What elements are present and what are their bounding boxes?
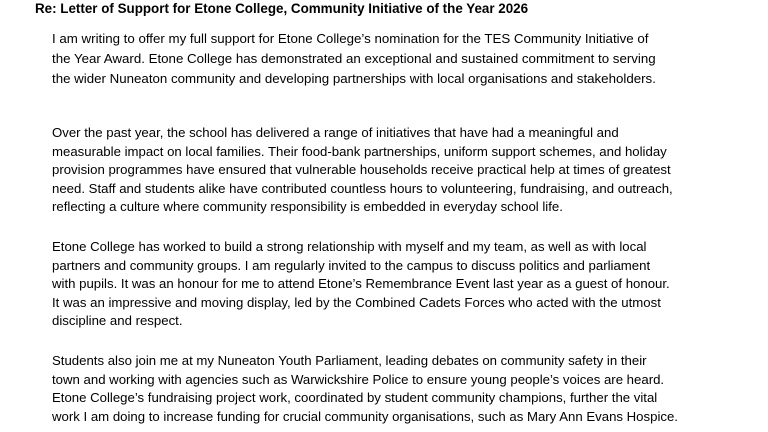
paragraph-line: reflecting a culture where community responsibility is embedded in everyday school life. [52, 199, 563, 215]
intro-line: the wider Nuneaton community and developing partnerships with local organisations and stakeholders. [52, 71, 656, 86]
paragraph-line: measurable impact on local families. Their food-bank partnerships, uniform support schemes, and holiday [52, 143, 667, 159]
youth-parliament-paragraph [52, 352, 764, 426]
paragraph-line: Over the past year, the school has delivered a range of initiatives that have had a meaningful and [52, 125, 619, 140]
paragraph-line: town and working with agencies such as Warwickshire Police to ensure young people’s voices are heard. [52, 371, 665, 387]
letter-subject: Re: Letter of Support for Etone College, Community Initiative of the Year 2026 [35, 1, 529, 16]
paragraph-line: with pupils. It was an honour for me to attend Etone’s Remembrance Event last year as a guest of honour. [52, 276, 670, 292]
paragraph-line: Etone College has worked to build a strong relationship with myself and my team, as well as with local [52, 239, 647, 254]
paragraph-line: need. Staff and students alike have contributed countless hours to volunteering, fundraising, and outreach, [52, 180, 673, 196]
paragraph-line: work I am doing to increase funding for crucial community organisations, such as Mary Ann Evans Hospice. [52, 408, 678, 424]
paragraph-line: discipline and respect. [52, 313, 183, 329]
paragraph-line: partners and community groups. I am regularly invited to the campus to discuss politics and parliament [52, 257, 651, 273]
community-impact-paragraph [52, 124, 764, 217]
relationship-paragraph [52, 238, 764, 331]
intro-paragraph [52, 29, 752, 89]
paragraph-line: Etone College’s fundraising project work, coordinated by student community champions, further the vital [52, 390, 658, 406]
intro-line: the Year Award. Etone College has demonstrated an exceptional and sustained commitment to serving [52, 51, 656, 66]
paragraph-line: It was an impressive and moving display, led by the Combined Cadets Forces who acted with the utmost [52, 294, 661, 310]
intro-line: I am writing to offer my full support for Etone College’s nomination for the TES Community Initiative of [52, 31, 649, 46]
paragraph-line: Students also join me at my Nuneaton Youth Parliament, leading debates on community safety in their [52, 353, 647, 368]
paragraph-line: provision programmes have ensured that vulnerable households receive practical help at times of greatest [52, 162, 671, 178]
